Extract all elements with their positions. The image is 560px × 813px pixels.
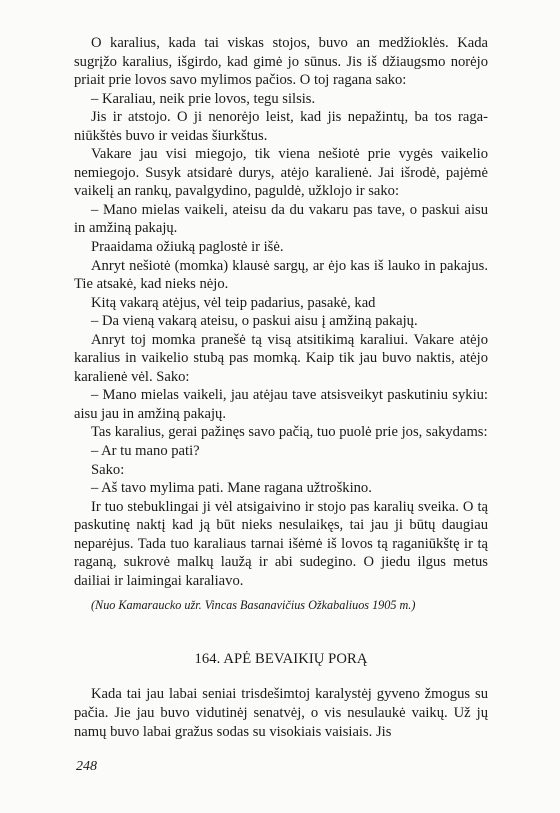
paragraph: – Karaliau, neik prie lovos, tegu silsis. (91, 90, 316, 107)
page-number: 248 (76, 759, 97, 774)
paragraph: Tas karalius, gerai pažinęs savo pačią, tuo puolė prie jos, sakydams: (91, 424, 488, 441)
paragraph: Sako: (91, 461, 125, 478)
paragraph: O karalius, kada tai viskas stojos, buvo an medžioklės. Kada sugrįžo karalius, išgirdo, kad gimė jo sūnus. Jis iš džiaugsmo norėjo priait prie lovos savo mylimos pačios. O toj ragana sako: (74, 35, 488, 89)
paragraph: Anryt toj momka pranešė tą visą atsitikimą karaliui. Vakare atėjo karalius in vaikelio stubą pas momką. Kaip tik jau buvo naktis, atėjo karalienė vėl. Sako: (74, 331, 488, 385)
paragraph: Anryt nešiotė (momka) klausė sargų, ar ėjo kas iš lauko in pakajus. Tie atsakė, kad nieks nėjo. (74, 257, 488, 293)
paragraph: – Mano mielas vaikeli, ateisu da du vakaru pas tave, o paskui aisu in amžiną pakajų. (74, 201, 488, 237)
paragraph: Kada tai jau labai seniai trisdešimtoj karalystėj gyveno žmogus su pačia. Jie jau buvo vidutinėj senatvėj, o vis nesulaukė vaikų. Už jų namų buvo labai gražus sodas su visokiais vaisiais. Jis (74, 686, 488, 740)
paragraph: Praaidama ožiuką paglostė ir išė. (91, 239, 284, 256)
source-note: (Nuo Kamaraucko užr. Vincas Basanavičius Ožkabaliuos 1905 m.) (91, 598, 416, 613)
paragraph: – Aš tavo mylima pati. Mane ragana užtroškino. (91, 480, 372, 497)
story-ending-text (74, 34, 488, 613)
paragraph: – Mano mielas vaikeli, jau atėjau tave atsisveikyt paskutiniu sykiu: aisu jau in amžiną pakajų. (74, 387, 488, 422)
story-opening-text (74, 685, 488, 741)
paragraph: Ir tuo stebuklingai ji vėl atsigaivino ir stojo pas karalių sveika. O tą paskutinę naktį kad ją būt nieks nesulaikęs, tai jau ji būtų daugiau neparėjus. Tada tuo karaliaus tarnai išėmė iš lovos tą raganiūkštę ir tą raganą, sukrovė malkų laužą ir abi sudegino. O jiedu ilgus metus dailiai ir laimingai karaliavo. (74, 498, 488, 589)
paragraph: Kitą vakarą atėjus, vėl teip padarius, pasakė, kad (91, 294, 376, 311)
paragraph: Jis ir atstojo. O ji nenorėjo leist, kad jis nepažintų, ba tos raganiūkštės buvo ir veidas šiurkštus. (74, 109, 488, 144)
paragraph: – Ar tu mano pati? (91, 443, 200, 460)
paragraph: Vakare jau visi miegojo, tik viena nešiotė prie vygės vaikelio nemiegojo. Susyk atsidarė durys, atėjo karalienė. Jai išrodė, pajėmė vaikelį an rankų, pavalgydino, paguldė, užklojo ir sako: (74, 146, 488, 200)
story-title: 164. APĖ BEVAIKIŲ PORĄ (194, 651, 368, 667)
paragraph: – Da vieną vakarą ateisu, o paskui aisu į amžiną pakajų. (91, 313, 418, 330)
